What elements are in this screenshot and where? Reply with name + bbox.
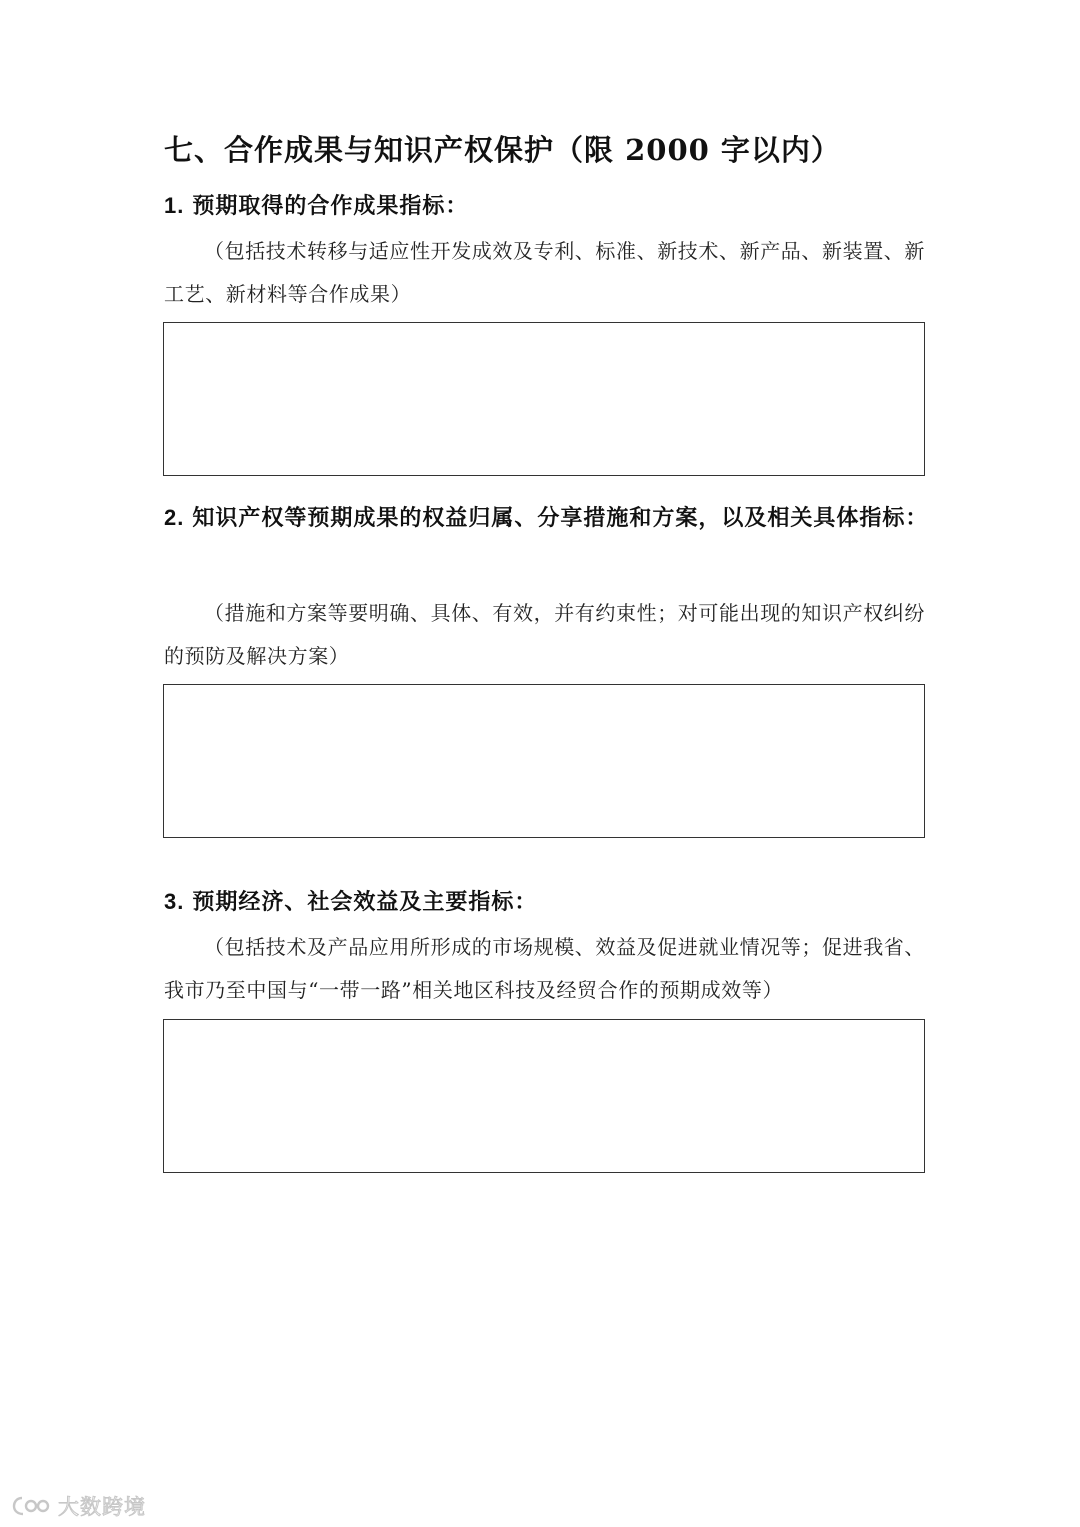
question-2-note: （措施和方案等要明确、具体、有效，并有约束性；对可能出现的知识产权纠纷的预防及解决方案） bbox=[164, 601, 925, 668]
question-1-number: 1. bbox=[164, 193, 185, 218]
question-2-heading bbox=[164, 494, 934, 542]
question-1-title: 预期取得的合作成果指标： bbox=[192, 193, 469, 219]
section-title: 七、合作成果与知识产权保护（限 2000 字以内） bbox=[164, 133, 841, 167]
question-3-heading bbox=[164, 878, 934, 926]
question-3-number: 3. bbox=[164, 889, 185, 914]
watermark-text: 大数跨境 bbox=[58, 1495, 146, 1519]
question-3-title: 预期经济、社会效益及主要指标： bbox=[192, 889, 538, 915]
question-3-note: （包括技术及产品应用所形成的市场规模、效益及促进就业情况等；促进我省、我市乃至中国与“一带一路”相关地区科技及经贸合作的预期成效等） bbox=[164, 935, 925, 1002]
question-2-answer-box[interactable] bbox=[163, 684, 925, 838]
watermark bbox=[12, 1491, 146, 1521]
brand-logo-icon bbox=[12, 1495, 52, 1517]
question-3-answer-box[interactable] bbox=[163, 1019, 925, 1173]
question-2-title: 知识产权等预期成果的权益归属、分享措施和方案，以及相关具体指标： bbox=[192, 505, 929, 531]
question-1-heading bbox=[164, 182, 934, 230]
question-1-note: （包括技术转移与适应性开发成效及专利、标准、新技术、新产品、新装置、新工艺、新材料等合作成果） bbox=[164, 239, 925, 306]
question-1-answer-box[interactable] bbox=[163, 322, 925, 476]
question-2-number: 2. bbox=[164, 505, 185, 530]
